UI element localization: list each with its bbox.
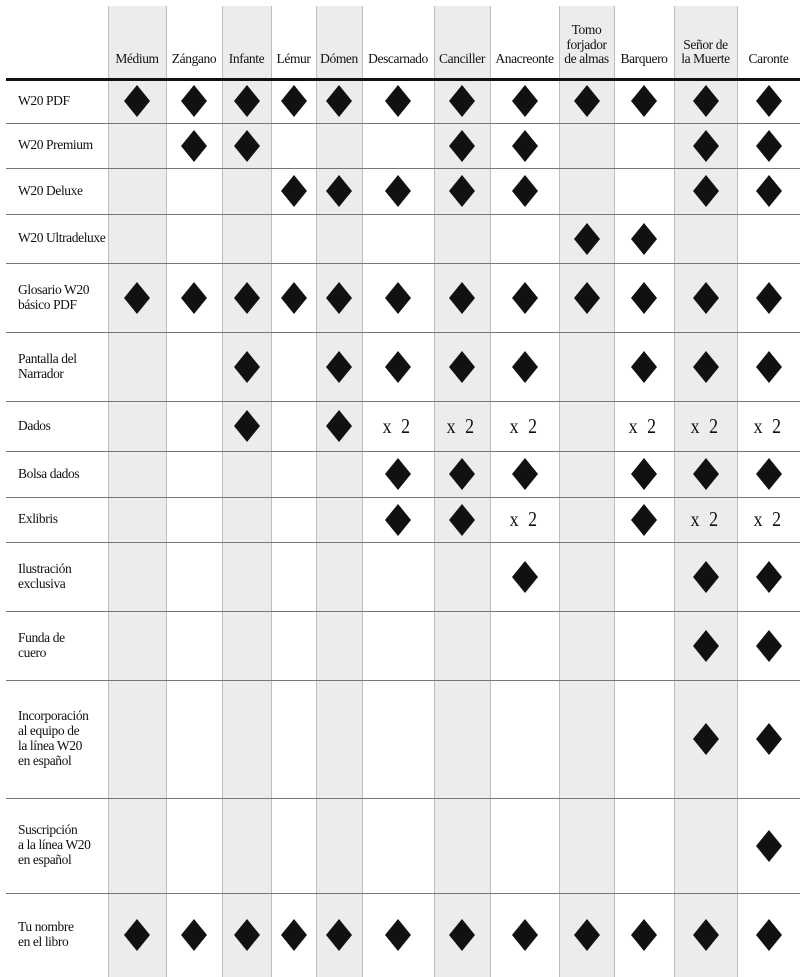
table-cell bbox=[490, 451, 559, 497]
table-cell bbox=[108, 893, 166, 977]
black-diamond-icon bbox=[326, 175, 352, 207]
black-diamond-icon bbox=[693, 130, 719, 162]
black-diamond-icon bbox=[756, 723, 782, 755]
black-diamond-icon bbox=[693, 85, 719, 117]
black-diamond-icon bbox=[756, 561, 782, 593]
table-cell bbox=[434, 168, 490, 214]
black-diamond-icon bbox=[124, 919, 150, 951]
table-cell bbox=[490, 168, 559, 214]
black-diamond-icon bbox=[234, 351, 260, 383]
black-diamond-icon bbox=[326, 282, 352, 314]
table-cell bbox=[490, 79, 559, 123]
black-diamond-icon bbox=[181, 85, 207, 117]
table-cell bbox=[222, 123, 271, 168]
black-diamond-icon bbox=[326, 410, 352, 442]
row-label: Glosario W20 básico PDF bbox=[18, 281, 90, 312]
table-cell bbox=[434, 332, 490, 401]
row-label: W20 Premium bbox=[18, 137, 93, 153]
column-shade bbox=[108, 6, 166, 977]
row-label: Bolsa dados bbox=[18, 465, 80, 481]
column-header: Infante bbox=[228, 50, 265, 66]
table-cell bbox=[737, 263, 800, 332]
table-cell bbox=[737, 798, 800, 893]
table-cell bbox=[316, 893, 362, 977]
table-cell bbox=[614, 214, 674, 263]
table-cell bbox=[737, 680, 800, 798]
row-label: Tu nombre en el libro bbox=[18, 919, 74, 949]
table-cell bbox=[490, 263, 559, 332]
quantity-label: x 2 bbox=[690, 507, 721, 531]
black-diamond-icon bbox=[631, 458, 657, 490]
black-diamond-icon bbox=[693, 458, 719, 490]
black-diamond-icon bbox=[756, 282, 782, 314]
column-header: Lémur bbox=[276, 50, 311, 66]
table-cell bbox=[674, 79, 737, 123]
table-cell bbox=[559, 79, 614, 123]
quantity-label: x 2 bbox=[383, 413, 413, 438]
row-divider bbox=[6, 798, 800, 799]
table-cell bbox=[434, 123, 490, 168]
table-cell bbox=[316, 79, 362, 123]
black-diamond-icon bbox=[512, 351, 538, 383]
row-label: Pantalla del Narrador bbox=[18, 350, 77, 381]
table-cell bbox=[674, 332, 737, 401]
table-cell bbox=[222, 332, 271, 401]
column-header: Señor de la Muerte bbox=[681, 36, 730, 66]
column-header: Tomo forjador de almas bbox=[564, 22, 609, 66]
table-cell bbox=[737, 79, 800, 123]
table-cell bbox=[674, 611, 737, 680]
table-cell bbox=[166, 263, 222, 332]
quantity-label: x 2 bbox=[447, 413, 477, 438]
black-diamond-icon bbox=[574, 282, 600, 314]
table-cell bbox=[559, 263, 614, 332]
table-cell bbox=[490, 332, 559, 401]
table-cell bbox=[362, 893, 434, 977]
black-diamond-icon bbox=[756, 130, 782, 162]
black-diamond-icon bbox=[574, 85, 600, 117]
table-cell bbox=[434, 401, 490, 451]
table-cell bbox=[674, 263, 737, 332]
black-diamond-icon bbox=[234, 282, 260, 314]
black-diamond-icon bbox=[574, 223, 600, 255]
table-cell bbox=[559, 214, 614, 263]
black-diamond-icon bbox=[449, 458, 475, 490]
table-cell bbox=[674, 497, 737, 542]
black-diamond-icon bbox=[574, 919, 600, 951]
table-cell bbox=[674, 401, 737, 451]
black-diamond-icon bbox=[234, 410, 260, 442]
column-header: Caronte bbox=[748, 50, 789, 66]
black-diamond-icon bbox=[756, 919, 782, 951]
black-diamond-icon bbox=[512, 919, 538, 951]
quantity-label: x 2 bbox=[690, 413, 721, 438]
table-cell bbox=[490, 893, 559, 977]
black-diamond-icon bbox=[631, 282, 657, 314]
black-diamond-icon bbox=[693, 630, 719, 662]
black-diamond-icon bbox=[181, 919, 207, 951]
column-header: Zángano bbox=[171, 50, 217, 66]
table-cell bbox=[222, 263, 271, 332]
table-cell bbox=[674, 542, 737, 611]
black-diamond-icon bbox=[124, 282, 150, 314]
black-diamond-icon bbox=[449, 919, 475, 951]
row-label: Incorporación al equipo de la línea W20 en español bbox=[18, 708, 89, 768]
black-diamond-icon bbox=[512, 561, 538, 593]
table-cell bbox=[316, 168, 362, 214]
table-cell bbox=[674, 893, 737, 977]
column-header: Anacreonte bbox=[495, 50, 554, 66]
table-cell bbox=[316, 332, 362, 401]
table-cell bbox=[271, 79, 316, 123]
table-cell bbox=[362, 263, 434, 332]
black-diamond-icon bbox=[385, 351, 411, 383]
table-cell bbox=[108, 263, 166, 332]
table-cell bbox=[166, 123, 222, 168]
black-diamond-icon bbox=[512, 282, 538, 314]
row-label: Exlibris bbox=[18, 511, 58, 527]
table-cell bbox=[614, 893, 674, 977]
table-cell bbox=[674, 168, 737, 214]
table-cell bbox=[614, 332, 674, 401]
table-cell bbox=[166, 893, 222, 977]
table-cell bbox=[271, 168, 316, 214]
table-cell bbox=[108, 79, 166, 123]
table-cell bbox=[614, 79, 674, 123]
row-label: Dados bbox=[18, 417, 51, 433]
black-diamond-icon bbox=[181, 130, 207, 162]
row-divider bbox=[6, 214, 800, 215]
row-label: W20 Ultradeluxe bbox=[18, 230, 106, 246]
table-cell bbox=[737, 497, 800, 542]
table-cell bbox=[614, 263, 674, 332]
black-diamond-icon bbox=[385, 85, 411, 117]
black-diamond-icon bbox=[281, 282, 307, 314]
row-label: Ilustración exclusiva bbox=[18, 560, 72, 591]
black-diamond-icon bbox=[512, 130, 538, 162]
black-diamond-icon bbox=[449, 130, 475, 162]
black-diamond-icon bbox=[631, 351, 657, 383]
black-diamond-icon bbox=[385, 919, 411, 951]
table-cell bbox=[362, 451, 434, 497]
row-label: W20 PDF bbox=[18, 92, 70, 108]
table-cell bbox=[737, 123, 800, 168]
column-header: Médium bbox=[115, 50, 159, 66]
black-diamond-icon bbox=[756, 830, 782, 862]
black-diamond-icon bbox=[234, 130, 260, 162]
table-cell bbox=[271, 893, 316, 977]
black-diamond-icon bbox=[693, 919, 719, 951]
black-diamond-icon bbox=[124, 85, 150, 117]
quantity-label: x 2 bbox=[509, 413, 540, 438]
black-diamond-icon bbox=[631, 85, 657, 117]
black-diamond-icon bbox=[512, 458, 538, 490]
column-shade bbox=[316, 6, 362, 977]
table-cell bbox=[674, 451, 737, 497]
black-diamond-icon bbox=[281, 919, 307, 951]
black-diamond-icon bbox=[693, 282, 719, 314]
table-cell bbox=[737, 168, 800, 214]
table-cell bbox=[674, 680, 737, 798]
black-diamond-icon bbox=[449, 85, 475, 117]
black-diamond-icon bbox=[512, 175, 538, 207]
column-header: Canciller bbox=[439, 50, 485, 66]
table-cell bbox=[222, 893, 271, 977]
black-diamond-icon bbox=[449, 351, 475, 383]
column-divider bbox=[316, 6, 317, 977]
table-cell bbox=[434, 263, 490, 332]
table-cell bbox=[316, 401, 362, 451]
table-cell bbox=[362, 497, 434, 542]
column-header: Descarnado bbox=[368, 50, 428, 66]
table-cell bbox=[737, 893, 800, 977]
black-diamond-icon bbox=[756, 458, 782, 490]
black-diamond-icon bbox=[326, 351, 352, 383]
table-cell bbox=[559, 893, 614, 977]
black-diamond-icon bbox=[281, 85, 307, 117]
quantity-label: x 2 bbox=[753, 413, 784, 438]
black-diamond-icon bbox=[385, 504, 411, 536]
table-cell bbox=[737, 451, 800, 497]
black-diamond-icon bbox=[326, 85, 352, 117]
black-diamond-icon bbox=[234, 85, 260, 117]
table-cell bbox=[362, 168, 434, 214]
column-divider bbox=[559, 6, 560, 977]
black-diamond-icon bbox=[326, 919, 352, 951]
black-diamond-icon bbox=[693, 351, 719, 383]
black-diamond-icon bbox=[631, 504, 657, 536]
black-diamond-icon bbox=[693, 175, 719, 207]
table-cell bbox=[737, 611, 800, 680]
quantity-label: x 2 bbox=[629, 413, 659, 438]
black-diamond-icon bbox=[756, 85, 782, 117]
table-cell bbox=[737, 401, 800, 451]
black-diamond-icon bbox=[385, 175, 411, 207]
row-label: Suscripción a la línea W20 en español bbox=[18, 822, 91, 867]
black-diamond-icon bbox=[756, 351, 782, 383]
table-cell bbox=[362, 79, 434, 123]
row-label: Funda de cuero bbox=[18, 629, 65, 660]
table-cell bbox=[434, 497, 490, 542]
black-diamond-icon bbox=[693, 561, 719, 593]
table-cell bbox=[614, 451, 674, 497]
black-diamond-icon bbox=[385, 458, 411, 490]
black-diamond-icon bbox=[449, 175, 475, 207]
table-cell bbox=[166, 79, 222, 123]
table-cell bbox=[434, 79, 490, 123]
column-header: Dómen bbox=[320, 50, 358, 66]
table-cell bbox=[362, 401, 434, 451]
table-cell bbox=[271, 263, 316, 332]
black-diamond-icon bbox=[512, 85, 538, 117]
black-diamond-icon bbox=[181, 282, 207, 314]
column-header: Barquero bbox=[620, 50, 668, 66]
black-diamond-icon bbox=[449, 282, 475, 314]
quantity-label: x 2 bbox=[753, 507, 784, 531]
black-diamond-icon bbox=[756, 630, 782, 662]
black-diamond-icon bbox=[756, 175, 782, 207]
row-label: W20 Deluxe bbox=[18, 182, 83, 198]
table-cell bbox=[490, 542, 559, 611]
black-diamond-icon bbox=[693, 723, 719, 755]
black-diamond-icon bbox=[449, 504, 475, 536]
table-cell bbox=[737, 332, 800, 401]
black-diamond-icon bbox=[281, 175, 307, 207]
column-divider bbox=[271, 6, 272, 977]
table-cell bbox=[316, 263, 362, 332]
table-cell bbox=[614, 497, 674, 542]
black-diamond-icon bbox=[385, 282, 411, 314]
table-cell bbox=[614, 401, 674, 451]
column-shade bbox=[559, 6, 614, 977]
table-cell bbox=[490, 123, 559, 168]
black-diamond-icon bbox=[631, 223, 657, 255]
table-cell bbox=[737, 542, 800, 611]
table-cell bbox=[434, 451, 490, 497]
table-cell bbox=[222, 401, 271, 451]
table-cell bbox=[222, 79, 271, 123]
table-cell bbox=[362, 332, 434, 401]
black-diamond-icon bbox=[234, 919, 260, 951]
table-cell bbox=[434, 893, 490, 977]
table-cell bbox=[490, 497, 559, 542]
black-diamond-icon bbox=[631, 919, 657, 951]
quantity-label: x 2 bbox=[509, 507, 540, 531]
table-cell bbox=[674, 123, 737, 168]
column-divider bbox=[108, 6, 109, 977]
table-cell bbox=[490, 401, 559, 451]
